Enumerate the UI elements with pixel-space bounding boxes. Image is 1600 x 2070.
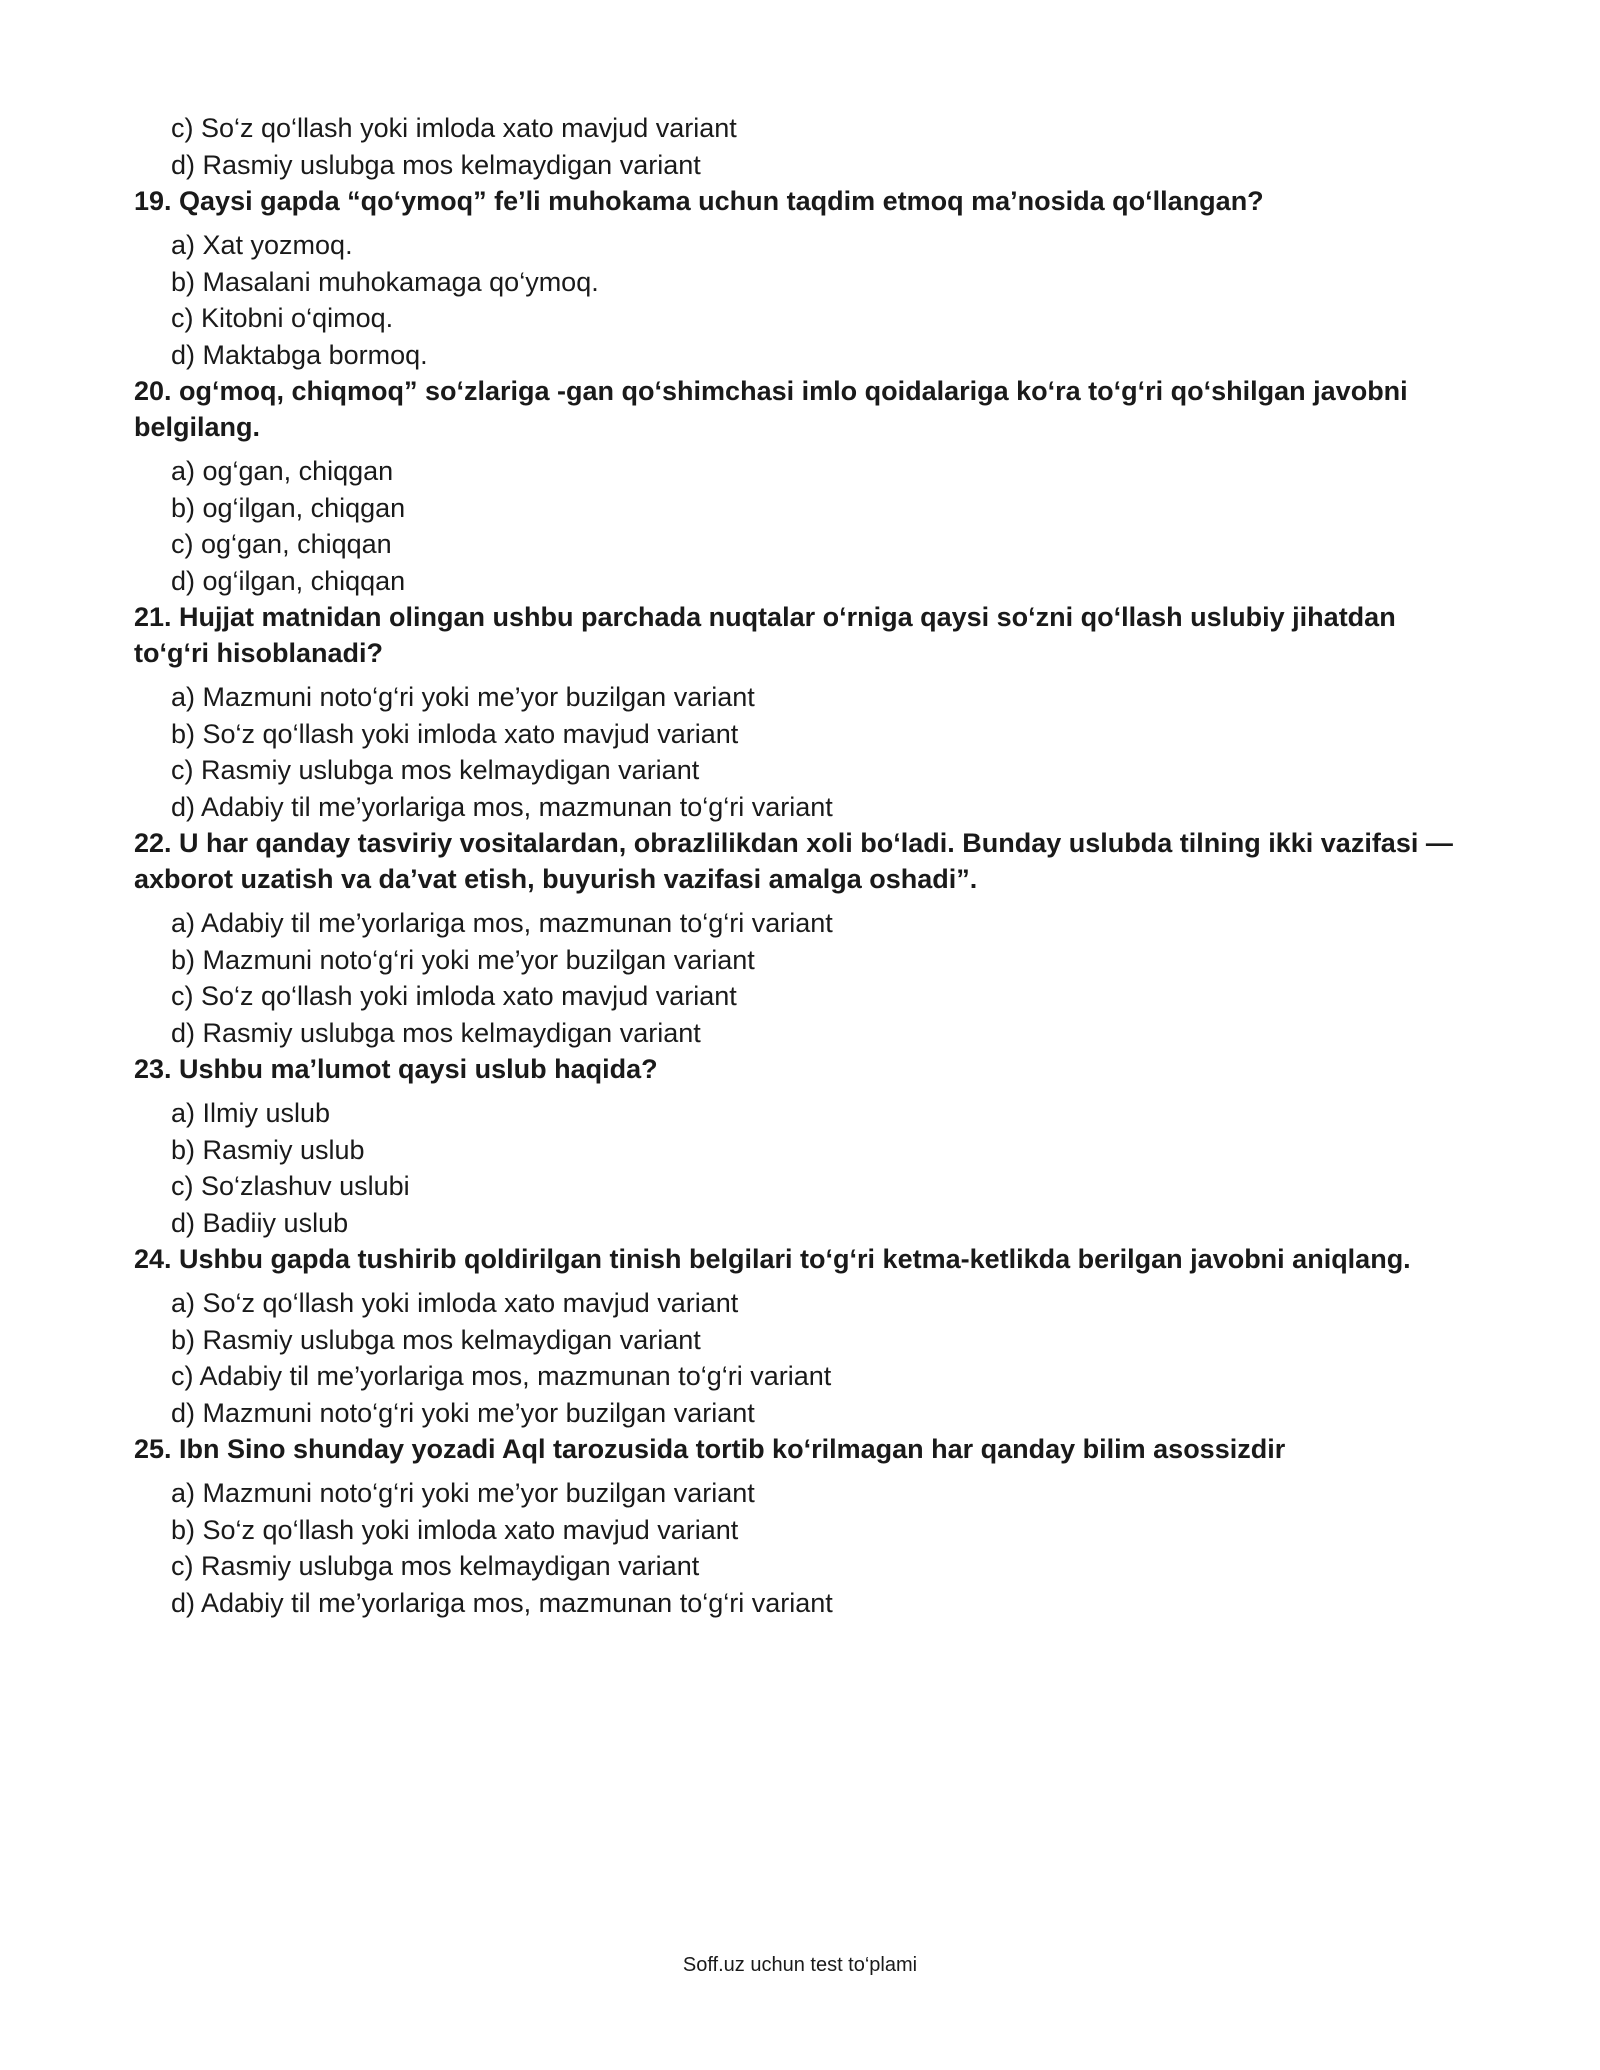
option-d: d) Rasmiy uslubga mos kelmaydigan variant bbox=[171, 1017, 701, 1048]
option-d: d) Mazmuni noto‘g‘ri yoki me’yor buzilgan variant bbox=[171, 1397, 755, 1428]
option-a: a) Adabiy til me’yorlariga mos, mazmunan to‘g‘ri variant bbox=[171, 908, 833, 938]
question-text: 20. og‘moq, chiqmoq” so‘zlariga -gan qo‘shimchasi imlo qoidalariga ko‘ra to‘g‘ri qo‘shilgan javobni belgilang. bbox=[134, 376, 1408, 442]
question-block bbox=[134, 1241, 1464, 1431]
question-block bbox=[134, 373, 1464, 599]
option-a: a) Xat yozmoq. bbox=[171, 230, 353, 260]
question-text: 23. Ushbu ma’lumot qaysi uslub haqida? bbox=[134, 1054, 658, 1084]
option-b: b) Mazmuni noto‘g‘ri yoki me’yor buzilgan variant bbox=[171, 944, 755, 975]
option-d: d) Adabiy til me’yorlariga mos, mazmunan to‘g‘ri variant bbox=[171, 791, 833, 822]
question-text: 22. U har qanday tasviriy vositalardan, obrazlilikdan xoli bo‘ladi. Bunday uslubda tilning ikki vazifasi — axborot uzatish va da’vat etish, buyurish vazifasi amalga oshadi”. bbox=[134, 828, 1453, 894]
option-a: a) Ilmiy uslub bbox=[171, 1098, 331, 1128]
leading-options bbox=[134, 110, 1464, 183]
option-b: b) So‘z qo‘llash yoki imloda xato mavjud variant bbox=[171, 718, 739, 749]
question-block bbox=[134, 1051, 1464, 1241]
question-block bbox=[134, 825, 1464, 1051]
option-d: d) Rasmiy uslubga mos kelmaydigan variant bbox=[171, 149, 701, 180]
question-text: 24. Ushbu gapda tushirib qoldirilgan tinish belgilari to‘g‘ri ketma-ketlikda berilgan javobni aniqlang. bbox=[134, 1244, 1411, 1274]
option-c: c) So‘z qo‘llash yoki imloda xato mavjud variant bbox=[171, 981, 737, 1011]
option-c: c) So‘zlashuv uslubi bbox=[171, 1171, 410, 1201]
question-text: 21. Hujjat matnidan olingan ushbu parchada nuqtalar o‘rniga qaysi so‘zni qo‘llash uslubiy jihatdan to‘g‘ri hisoblanadi? bbox=[134, 602, 1396, 668]
question-text: 19. Qaysi gapda “qo‘ymoq” fe’li muhokama uchun taqdim etmoq ma’nosida qo‘llangan? bbox=[134, 186, 1264, 216]
option-c: c) Rasmiy uslubga mos kelmaydigan variant bbox=[171, 755, 700, 785]
question-block bbox=[134, 599, 1464, 825]
option-c: c) Rasmiy uslubga mos kelmaydigan variant bbox=[171, 1551, 700, 1581]
option-b: b) Masalani muhokamaga qo‘ymoq. bbox=[171, 266, 599, 297]
question-block bbox=[134, 1431, 1464, 1621]
option-a: a) Mazmuni noto‘g‘ri yoki me’yor buzilgan variant bbox=[171, 1478, 755, 1508]
option-c: c) og‘gan, chiqqan bbox=[171, 529, 392, 559]
option-d: d) Badiiy uslub bbox=[171, 1207, 349, 1238]
option-a: a) Mazmuni noto‘g‘ri yoki me’yor buzilgan variant bbox=[171, 682, 755, 712]
option-c: c) So‘z qo‘llash yoki imloda xato mavjud variant bbox=[171, 113, 737, 143]
page-footer: Soff.uz uchun test to‘plami bbox=[682, 1954, 918, 1976]
option-d: d) Maktabga bormoq. bbox=[171, 339, 428, 370]
option-c: c) Kitobni o‘qimoq. bbox=[171, 303, 394, 333]
option-a: a) og‘gan, chiqgan bbox=[171, 456, 394, 486]
option-c: c) Adabiy til me’yorlariga mos, mazmunan to‘g‘ri variant bbox=[171, 1361, 832, 1391]
question-block bbox=[134, 183, 1464, 373]
option-d: d) og‘ilgan, chiqqan bbox=[171, 565, 406, 596]
option-b: b) og‘ilgan, chiqgan bbox=[171, 492, 406, 523]
document-content bbox=[134, 110, 1464, 1621]
option-b: b) Rasmiy uslubga mos kelmaydigan variant bbox=[171, 1324, 701, 1355]
option-b: b) Rasmiy uslub bbox=[171, 1134, 365, 1165]
option-a: a) So‘z qo‘llash yoki imloda xato mavjud variant bbox=[171, 1288, 739, 1318]
question-text: 25. Ibn Sino shunday yozadi Aql tarozusida tortib ko‘rilmagan har qanday bilim asossizdir bbox=[134, 1434, 1286, 1464]
option-d: d) Adabiy til me’yorlariga mos, mazmunan to‘g‘ri variant bbox=[171, 1587, 833, 1618]
option-b: b) So‘z qo‘llash yoki imloda xato mavjud variant bbox=[171, 1514, 739, 1545]
